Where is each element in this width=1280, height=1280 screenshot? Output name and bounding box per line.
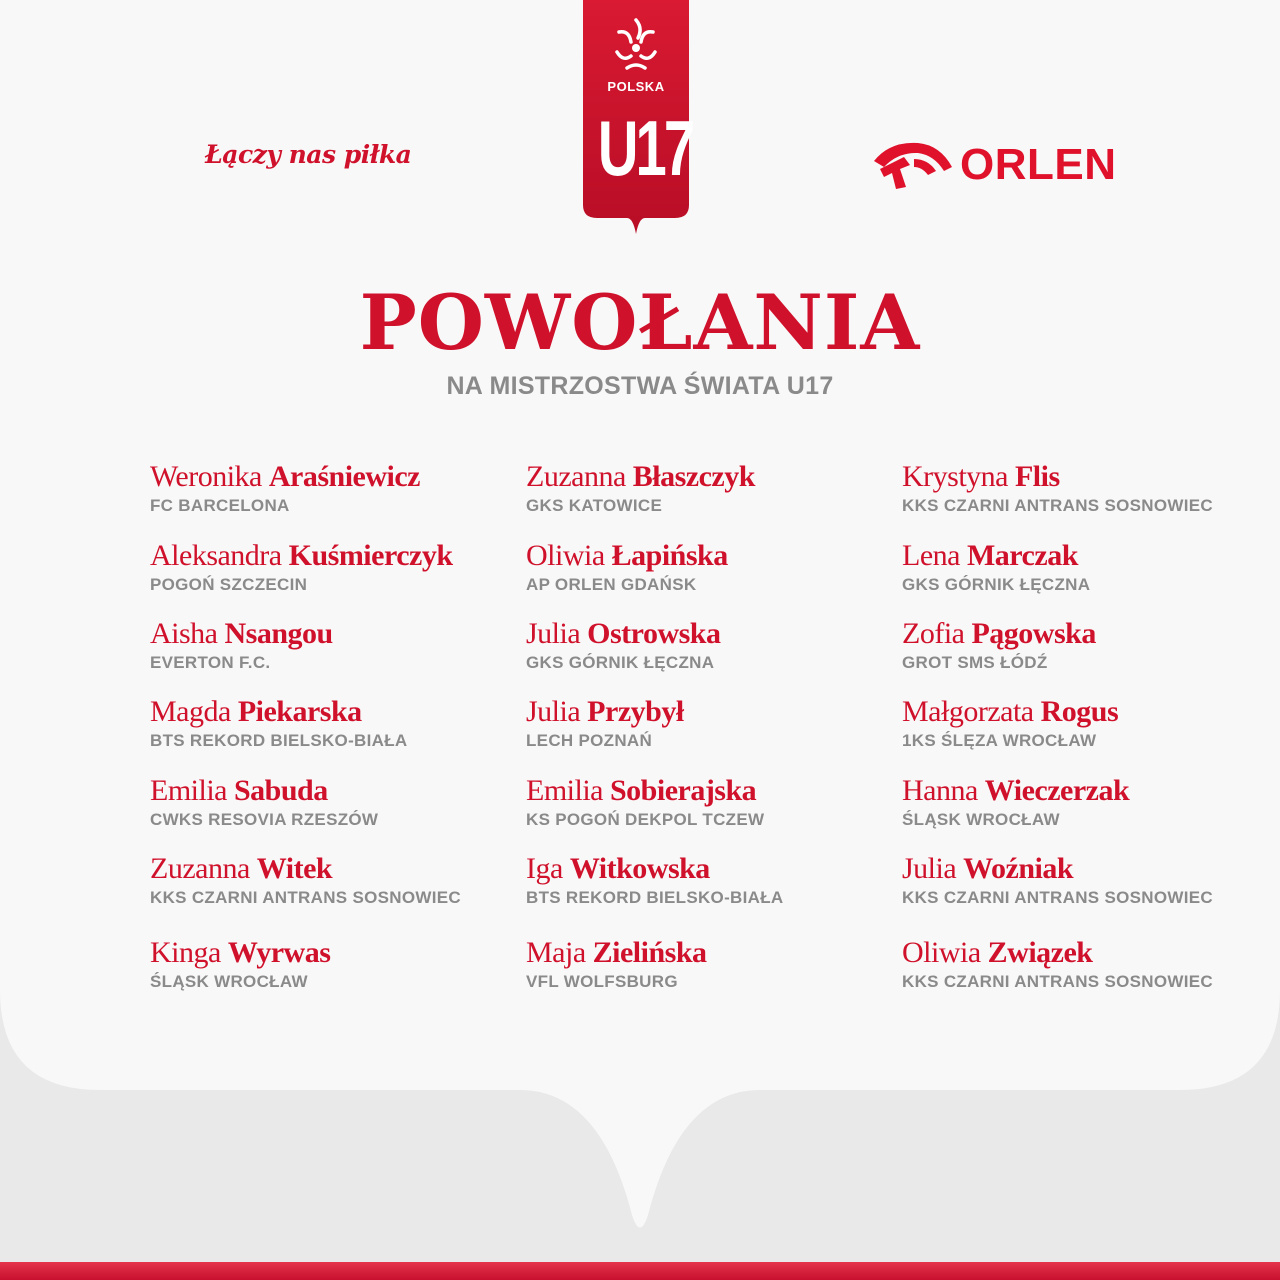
player-last-name: Araśniewicz [268, 460, 420, 493]
player-first-name: Oliwia [526, 539, 605, 572]
player-first-name: Julia [526, 617, 581, 650]
player-name [526, 774, 886, 808]
player-name [526, 460, 886, 494]
player-name [902, 539, 1262, 573]
player-name [150, 539, 510, 573]
player-entry [150, 774, 510, 831]
player-entry [150, 852, 510, 909]
player-entry [902, 936, 1262, 993]
player-club: KKS CZARNI ANTRANS SOSNOWIEC [902, 888, 1213, 907]
player-club: ŚLĄSK WROCŁAW [902, 810, 1060, 829]
player-first-name: Zofia [902, 617, 965, 650]
player-entry [526, 539, 886, 596]
player-entry [150, 460, 510, 517]
player-last-name: Witkowska [569, 852, 710, 885]
player-last-name: Łapińska [611, 539, 728, 572]
player-entry [526, 695, 886, 752]
player-first-name: Kinga [150, 936, 221, 969]
player-first-name: Julia [902, 852, 957, 885]
player-last-name: Pągowska [971, 617, 1096, 650]
player-first-name: Oliwia [902, 936, 981, 969]
player-name [150, 617, 510, 651]
player-last-name: Rogus [1040, 695, 1119, 728]
badge-age-label: U17 [597, 104, 693, 192]
player-last-name: Zielińska [592, 936, 707, 969]
player-club: GKS KATOWICE [526, 496, 663, 515]
page-subtitle: NA MISTRZOSTWA ŚWIATA U17 [446, 372, 834, 400]
player-first-name: Aleksandra [150, 539, 282, 572]
player-entry [150, 539, 510, 596]
sponsor-name: ORLEN [960, 140, 1117, 189]
player-club: LECH POZNAŃ [526, 731, 653, 750]
player-entry [902, 460, 1262, 517]
player-club: BTS REKORD BIELSKO-BIAŁA [526, 888, 784, 907]
player-last-name: Kuśmierczyk [288, 539, 453, 572]
player-entry [526, 852, 886, 909]
player-entry [526, 460, 886, 517]
player-last-name: Sabuda [233, 774, 328, 807]
player-name [526, 852, 886, 886]
player-name [902, 936, 1262, 970]
player-last-name: Marczak [966, 539, 1078, 572]
player-first-name: Hanna [902, 774, 978, 807]
player-last-name: Sobierajska [609, 774, 757, 807]
player-name [902, 852, 1262, 886]
page-title: POWOŁANIA [359, 278, 921, 367]
player-last-name: Nsangou [224, 617, 333, 650]
player-last-name: Ostrowska [587, 617, 721, 650]
player-name [150, 695, 510, 729]
player-first-name: Iga [526, 852, 563, 885]
player-name [526, 936, 886, 970]
player-name [526, 539, 886, 573]
player-first-name: Krystyna [902, 460, 1008, 493]
player-first-name: Weronika [150, 460, 262, 493]
player-first-name: Zuzanna [526, 460, 626, 493]
player-entry [526, 617, 886, 674]
player-name [150, 460, 510, 494]
player-last-name: Związek [987, 936, 1093, 969]
player-club: ŚLĄSK WROCŁAW [150, 972, 308, 991]
player-club: GKS GÓRNIK ŁĘCZNA [526, 653, 715, 672]
player-last-name: Piekarska [237, 695, 362, 728]
player-entry [150, 695, 510, 752]
player-first-name: Zuzanna [150, 852, 250, 885]
player-last-name: Flis [1014, 460, 1060, 493]
player-name [150, 774, 510, 808]
player-name [902, 617, 1262, 651]
player-first-name: Małgorzata [902, 695, 1034, 728]
player-first-name: Julia [526, 695, 581, 728]
player-name [902, 460, 1262, 494]
player-club: KS POGOŃ DEKPOL TCZEW [526, 810, 765, 829]
player-entry [902, 617, 1262, 674]
player-entry [150, 617, 510, 674]
player-last-name: Wyrwas [227, 936, 331, 969]
player-entry [526, 936, 886, 993]
player-entry [902, 774, 1262, 831]
player-entry [902, 539, 1262, 596]
player-first-name: Aisha [150, 617, 218, 650]
player-club: GKS GÓRNIK ŁĘCZNA [902, 575, 1091, 594]
player-last-name: Przybył [587, 695, 684, 728]
player-last-name: Wieczerzak [984, 774, 1130, 807]
player-club: KKS CZARNI ANTRANS SOSNOWIEC [902, 496, 1213, 515]
player-first-name: Emilia [526, 774, 603, 807]
tagline: Łączy nas piłka [205, 140, 412, 169]
player-club: 1KS ŚLĘZA WROCŁAW [902, 731, 1097, 750]
player-club: POGOŃ SZCZECIN [150, 575, 308, 594]
player-club: BTS REKORD BIELSKO-BIAŁA [150, 731, 408, 750]
bottom-red-stripe [0, 1262, 1280, 1280]
player-club: CWKS RESOVIA RZESZÓW [150, 810, 379, 829]
player-entry [526, 774, 886, 831]
player-name [150, 852, 510, 886]
player-entry [902, 852, 1262, 909]
player-last-name: Woźniak [963, 852, 1074, 885]
player-last-name: Błaszczyk [632, 460, 755, 493]
player-first-name: Emilia [150, 774, 227, 807]
player-first-name: Magda [150, 695, 231, 728]
player-name [150, 936, 510, 970]
player-name [902, 774, 1262, 808]
player-club: EVERTON F.C. [150, 653, 271, 672]
player-first-name: Lena [902, 539, 960, 572]
player-entry [902, 695, 1262, 752]
player-club: KKS CZARNI ANTRANS SOSNOWIEC [902, 972, 1213, 991]
player-club: GROT SMS ŁÓDŹ [902, 653, 1048, 672]
player-first-name: Maja [526, 936, 586, 969]
player-club: AP ORLEN GDAŃSK [526, 575, 697, 594]
player-last-name: Witek [256, 852, 333, 885]
player-club: VFL WOLFSBURG [526, 972, 678, 991]
player-name [526, 617, 886, 651]
badge-country-label: POLSKA [607, 79, 665, 94]
player-club: KKS CZARNI ANTRANS SOSNOWIEC [150, 888, 461, 907]
player-club: FC BARCELONA [150, 496, 290, 515]
player-entry [150, 936, 510, 993]
player-name [902, 695, 1262, 729]
player-name [526, 695, 886, 729]
